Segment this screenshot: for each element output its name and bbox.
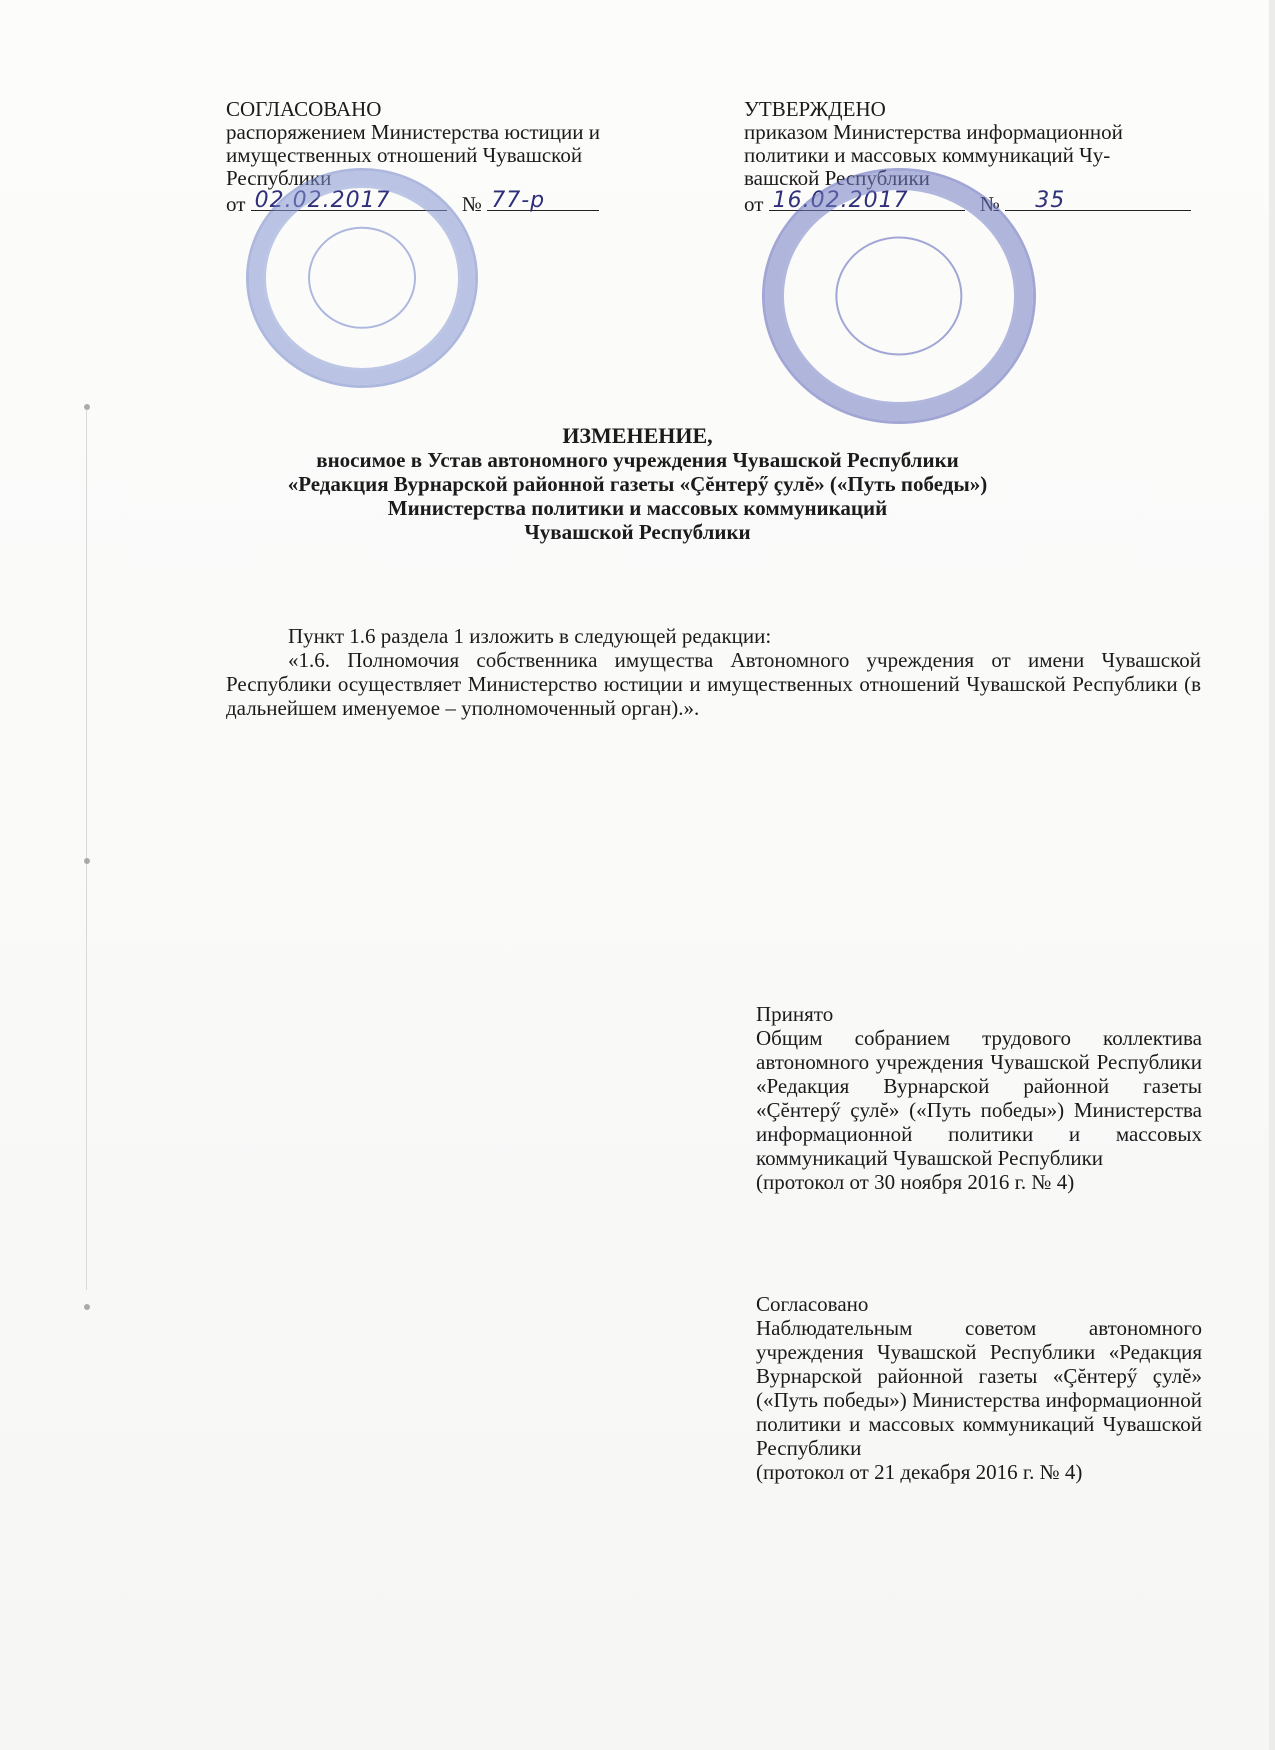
agreed-line: распоряжением Министерства юстиции и [226,120,600,144]
number-field [487,190,599,211]
body-paragraph: Пункт 1.6 раздела 1 изложить в следующей редакции: [288,624,772,648]
note-protocol: (протокол от 30 ноября 2016 г. № 4) [756,1170,1075,1194]
approved-heading: УТВЕРЖДЕНО [744,97,886,121]
approved-line: приказом Министерства информационной [744,120,1123,144]
binding-hole [84,404,90,410]
approved-line: вашской Республики [744,166,930,190]
title-line: Министерства политики и массовых коммуникаций [387,496,888,520]
title-line: Чувашской Республики [524,520,751,544]
number-prefix: № [979,192,1000,216]
title-line: вносимое в Устав автономного учреждения Чувашской Республики [316,448,959,472]
handwritten-date: 02.02.2017 [254,188,391,213]
note-heading: Согласовано [756,1292,869,1316]
body-paragraph: «1.6. Полномочия собственника имущества Автономного учреждения от имени Чувашской Республики осуществляет Министерство юстиции и имущественных отношений Чувашской Республики (в дальнейшем именуемое – уполномоченный орган).». [226,648,1201,720]
document-title [0,424,1275,544]
binding-hole [84,1304,90,1310]
ministry-of-information-seal-stamp [762,168,1036,424]
handwritten-number: 35 [1035,188,1066,213]
page-edge-shadow [1269,0,1275,1750]
number-prefix: № [461,192,482,216]
ministry-of-justice-seal-stamp [246,168,478,388]
approved-line: политики и массовых коммуникаций Чу- [744,143,1111,167]
handwritten-number: 77-р [491,188,546,213]
date-prefix: от [744,192,764,216]
agreed-line: имущественных отношений Чувашской [226,143,583,167]
supervisory-board-note [756,1292,1202,1484]
date-prefix: от [226,192,246,216]
note-heading: Принято [756,1002,834,1026]
note-protocol: (протокол от 21 декабря 2016 г. № 4) [756,1460,1083,1484]
title-line: «Редакция Вурнарской районной газеты «Çĕнтерӳ çулĕ» («Путь победы») [287,472,988,496]
document-body [226,624,1201,720]
binding-hole [84,858,90,864]
handwritten-date: 16.02.2017 [772,188,909,213]
number-field [1005,190,1191,211]
note-text: Наблюдательным советом автономного учреждения Чувашской Республики «Редакция Вурнарской районной газеты «Çĕнтерӳ çулĕ» («Путь победы») Министерства информационной политики и массовых коммуникаций Чувашской Республики [756,1316,1202,1460]
seal-emblem [308,227,416,329]
title-main: ИЗМЕНЕНИЕ, [562,423,713,448]
note-text: Общим собранием трудового коллектива автономного учреждения Чувашской Республики «Редакция Вурнарской районной газеты «Çĕнтерӳ çулĕ» («Путь победы») Министерства информационной политики и массовых коммуникаций Чувашской Республики [756,1026,1202,1170]
adopted-note [756,1002,1202,1194]
agreed-heading: СОГЛАСОВАНО [226,97,382,121]
agreed-line: Республики [226,166,332,190]
seal-emblem [835,237,962,356]
